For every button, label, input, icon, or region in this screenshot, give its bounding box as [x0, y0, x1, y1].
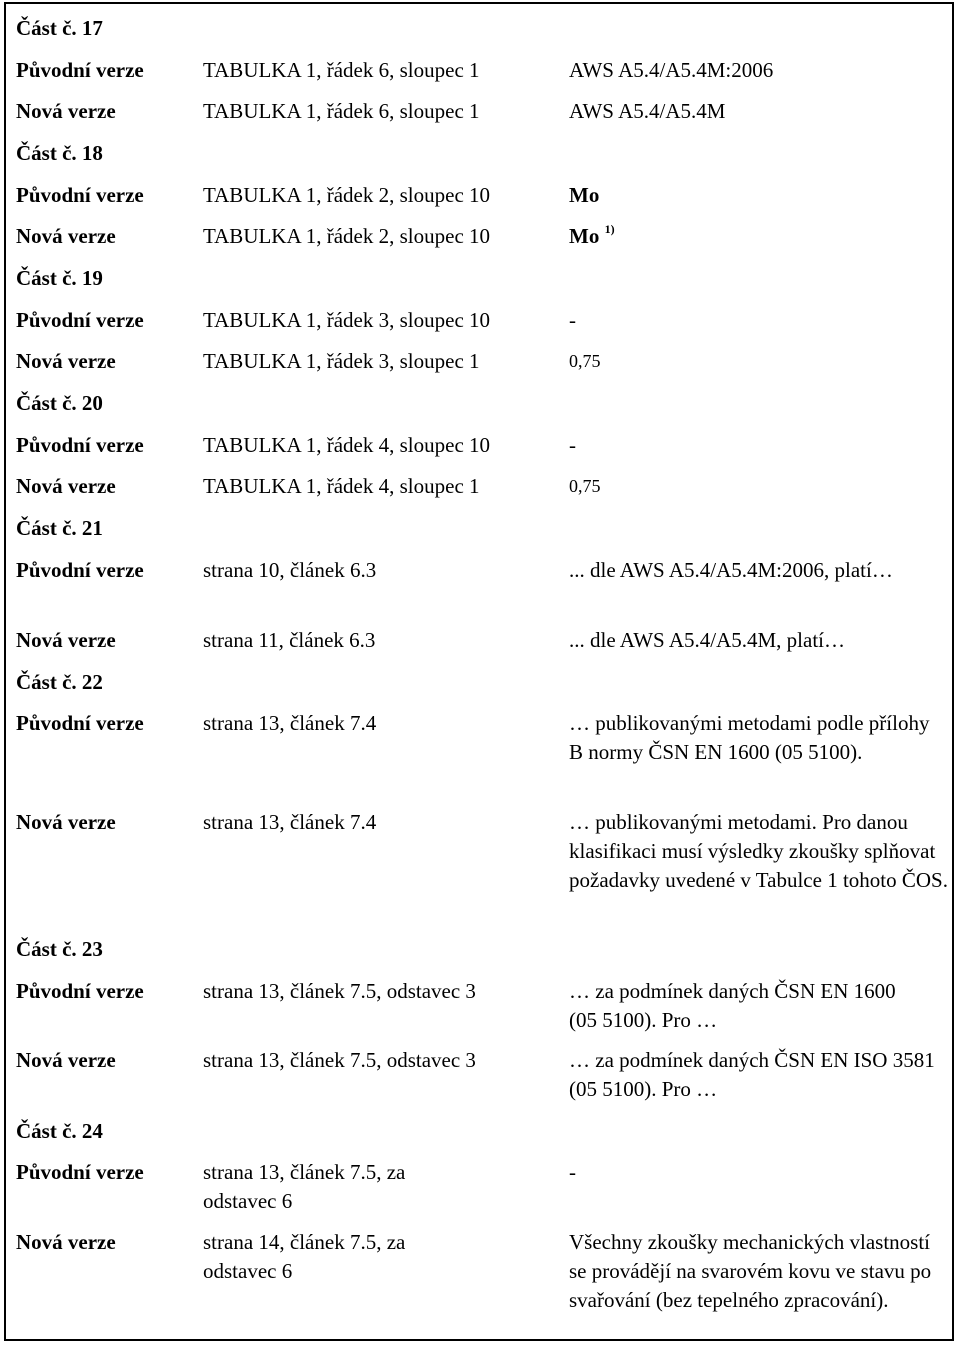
section-17-new-value: AWS A5.4/A5.4M	[569, 99, 726, 123]
section-23-new-location: strana 13, článek 7.5, odstavec 3	[203, 1048, 476, 1072]
section-20-new-label: Nová verze	[16, 474, 116, 498]
section-20-heading: Část č. 20	[16, 391, 103, 415]
section-18-new-value	[569, 222, 615, 251]
section-18-original-value: Mo	[569, 183, 600, 207]
section-22-new-label: Nová verze	[16, 810, 116, 834]
section-22-new-value: … publikovanými metodami. Pro danou klasifikaci musí výsledky zkoušky splňovat požadavky uvedené v Tabulce 1 tohoto ČOS.	[569, 810, 948, 892]
section-19-original-value: -	[569, 308, 576, 332]
section-24-original-value: -	[569, 1160, 576, 1184]
section-17-original-location: TABULKA 1, řádek 6, sloupec 1	[203, 58, 480, 82]
section-19-original-label: Původní verze	[16, 308, 144, 332]
section-18-new-value-text: Mo	[569, 224, 600, 248]
section-23-original-value: … za podmínek daných ČSN EN 1600 (05 5100). Pro …	[569, 979, 896, 1032]
footnote-marker: 1)	[604, 222, 615, 236]
section-17-original-value: AWS A5.4/A5.4M:2006	[569, 58, 774, 82]
section-20-original-location: TABULKA 1, řádek 4, sloupec 10	[203, 433, 491, 457]
section-22-original-value: … publikovanými metodami podle přílohy B normy ČSN EN 1600 (05 5100).	[569, 711, 930, 764]
section-17-original-label: Původní verze	[16, 58, 144, 82]
section-17-new-location: TABULKA 1, řádek 6, sloupec 1	[203, 99, 480, 123]
section-24-new-value: Všechny zkoušky mechanických vlastností se provádějí na svarovém kovu ve stavu po svařování (bez tepelného zpracování).	[569, 1230, 932, 1312]
section-24-heading: Část č. 24	[16, 1119, 103, 1143]
section-17-new-label: Nová verze	[16, 99, 116, 123]
section-20-new-value: 0,75	[569, 476, 601, 496]
section-24-new-label: Nová verze	[16, 1230, 116, 1254]
section-20-original-value: -	[569, 433, 576, 457]
section-23-new-value: … za podmínek daných ČSN EN ISO 3581 (05 5100). Pro …	[569, 1048, 935, 1101]
section-18-new-label: Nová verze	[16, 224, 116, 248]
section-18-new-location: TABULKA 1, řádek 2, sloupec 10	[203, 224, 491, 248]
section-23-new-label: Nová verze	[16, 1048, 116, 1072]
section-23-heading: Část č. 23	[16, 937, 103, 961]
section-17-heading: Část č. 17	[16, 16, 103, 40]
section-19-new-location: TABULKA 1, řádek 3, sloupec 1	[203, 349, 480, 373]
section-18-original-label: Původní verze	[16, 183, 144, 207]
section-21-new-value: ... dle AWS A5.4/A5.4M, platí…	[569, 628, 845, 652]
section-19-new-value: 0,75	[569, 351, 601, 371]
section-24-original-location: strana 13, článek 7.5, za odstavec 6	[203, 1160, 406, 1213]
section-20-new-location: TABULKA 1, řádek 4, sloupec 1	[203, 474, 480, 498]
section-18-heading: Část č. 18	[16, 141, 103, 165]
section-22-heading: Část č. 22	[16, 670, 103, 694]
section-21-heading: Část č. 21	[16, 516, 103, 540]
section-21-original-label: Původní verze	[16, 558, 144, 582]
section-19-new-label: Nová verze	[16, 349, 116, 373]
section-19-original-location: TABULKA 1, řádek 3, sloupec 10	[203, 308, 491, 332]
section-22-original-label: Původní verze	[16, 711, 144, 735]
section-18-original-location: TABULKA 1, řádek 2, sloupec 10	[203, 183, 491, 207]
section-19-heading: Část č. 19	[16, 266, 103, 290]
section-23-original-location: strana 13, článek 7.5, odstavec 3	[203, 979, 476, 1003]
section-22-new-location: strana 13, článek 7.4	[203, 810, 377, 834]
section-24-new-location: strana 14, článek 7.5, za odstavec 6	[203, 1230, 406, 1283]
section-21-original-location: strana 10, článek 6.3	[203, 558, 377, 582]
section-24-original-label: Původní verze	[16, 1160, 144, 1184]
section-20-original-label: Původní verze	[16, 433, 144, 457]
section-23-original-label: Původní verze	[16, 979, 144, 1003]
section-21-new-label: Nová verze	[16, 628, 116, 652]
section-21-new-location: strana 11, článek 6.3	[203, 628, 376, 652]
section-21-original-value: ... dle AWS A5.4/A5.4M:2006, platí…	[569, 558, 893, 582]
section-22-original-location: strana 13, článek 7.4	[203, 711, 377, 735]
